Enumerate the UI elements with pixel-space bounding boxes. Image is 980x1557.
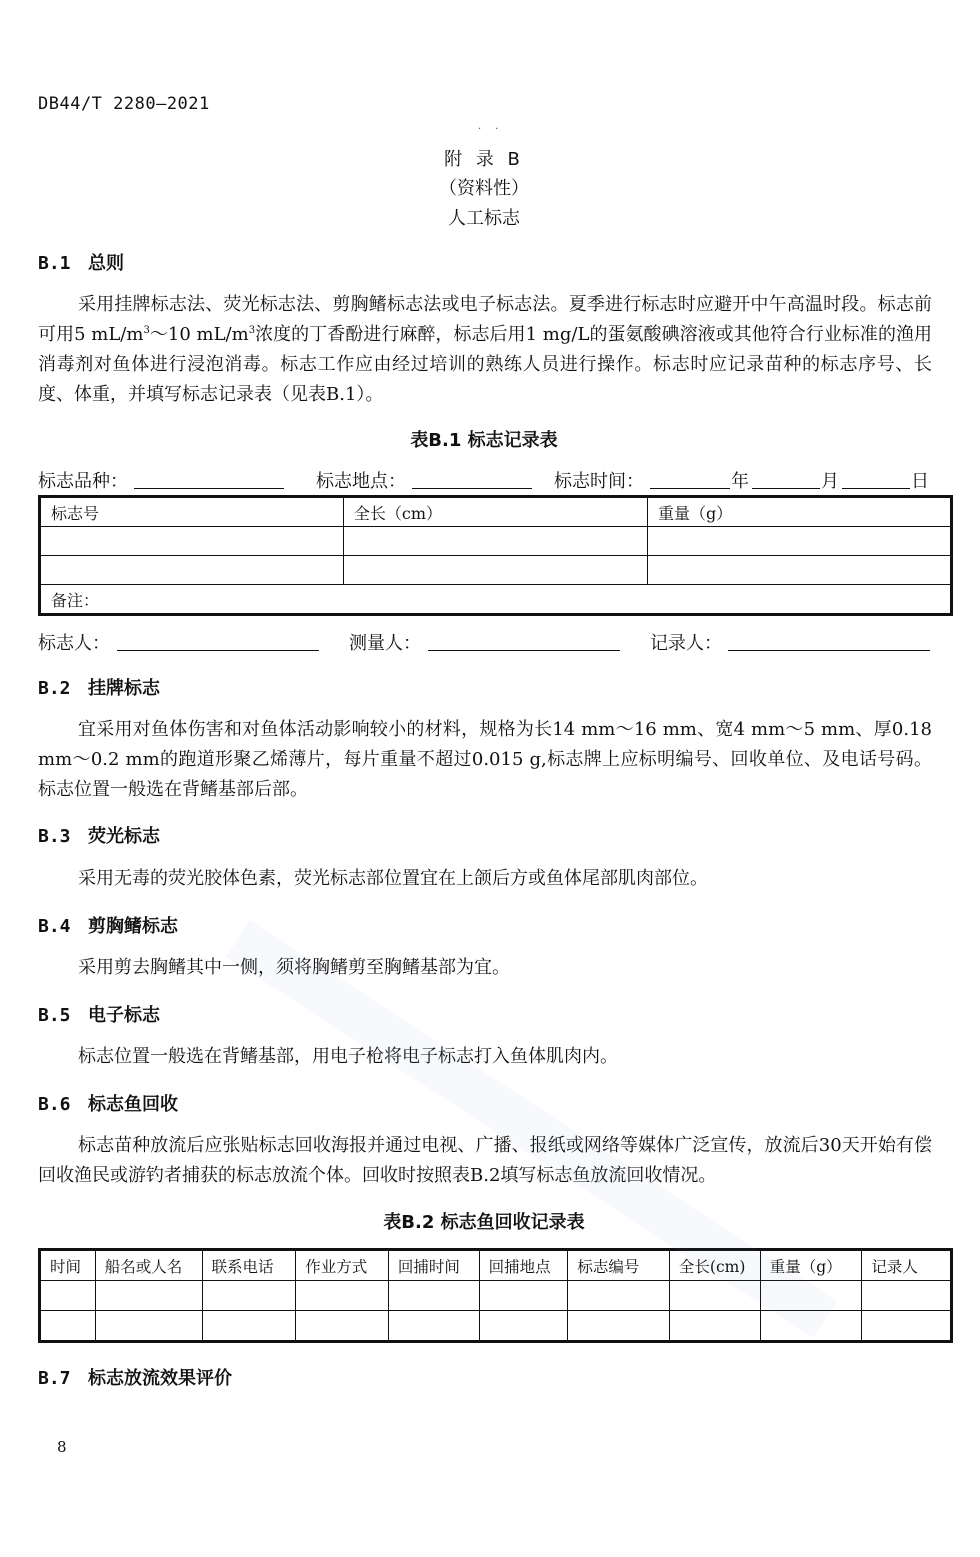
column-header: 记录人: [862, 1250, 952, 1281]
field-label-year: 年: [731, 471, 749, 492]
table-cell[interactable]: [40, 1311, 96, 1342]
table-header-row: [40, 1250, 952, 1281]
field-blank-day[interactable]: [842, 467, 910, 489]
signature-label-recorder: 记录人：: [650, 633, 722, 654]
section-title: 标志鱼回收: [88, 1094, 178, 1115]
section-number: B.3: [38, 826, 71, 847]
section-b6-text: [38, 1131, 932, 1191]
section-b1-text: [38, 290, 932, 410]
table-cell[interactable]: [343, 527, 647, 556]
table-cell[interactable]: [296, 1311, 389, 1342]
section-heading-b5: [38, 1001, 160, 1027]
table-cell[interactable]: [669, 1311, 760, 1342]
table-cell[interactable]: [479, 1311, 568, 1342]
table-cell[interactable]: [647, 527, 951, 556]
paragraph: 标志位置一般选在背鳍基部，用电子枪将电子标志打入鱼体肌肉内。: [78, 1046, 618, 1067]
note-cell[interactable]: 备注：: [40, 585, 952, 615]
section-b5-text: [38, 1042, 932, 1072]
b1-text-part: ～10 mL/m: [149, 324, 249, 345]
section-title: 电子标志: [88, 1005, 160, 1026]
standard-code: DB44/T 2280—2021: [38, 94, 210, 114]
field-label-time: 标志时间：: [554, 471, 644, 492]
section-heading-b7: [38, 1364, 232, 1390]
signature-blank-marker[interactable]: [117, 629, 319, 651]
table-b1: [38, 495, 953, 616]
table-cell[interactable]: [95, 1311, 202, 1342]
table-cell[interactable]: [202, 1311, 296, 1342]
section-number: B.5: [38, 1005, 71, 1026]
table-header-row: [40, 497, 952, 527]
table-b1-signatures: [38, 629, 932, 655]
section-heading-b6: [38, 1090, 178, 1116]
field-label-month: 月: [821, 471, 839, 492]
column-header: 标志号: [40, 497, 344, 527]
table-cell[interactable]: [40, 1281, 96, 1311]
section-title: 挂牌标志: [88, 678, 160, 699]
column-header: 时间: [40, 1250, 96, 1281]
section-heading-b1: [38, 249, 124, 275]
column-header: 回捕地点: [479, 1250, 568, 1281]
table-cell[interactable]: [388, 1311, 479, 1342]
table-cell[interactable]: [343, 556, 647, 585]
column-header: 重量（g）: [760, 1250, 862, 1281]
column-header: 作业方式: [296, 1250, 389, 1281]
table-cell[interactable]: [568, 1281, 670, 1311]
section-b2-text: [38, 715, 932, 805]
table-cell[interactable]: [95, 1281, 202, 1311]
paragraph: 采用剪去胸鳍其中一侧，须将胸鳍剪至胸鳍基部为宜。: [78, 957, 510, 978]
column-header: 联系电话: [202, 1250, 296, 1281]
field-blank-location[interactable]: [412, 467, 532, 489]
table-b2-caption: 表B.2 标志鱼回收记录表: [383, 1212, 585, 1233]
column-header: 全长（cm）: [343, 497, 647, 527]
field-label-variety: 标志品种：: [38, 471, 128, 492]
field-label-day: 日: [911, 471, 929, 492]
section-title: 总则: [88, 253, 124, 274]
section-title: 剪胸鳍标志: [88, 916, 178, 937]
section-number: B.1: [38, 253, 71, 274]
column-header: 回捕时间: [388, 1250, 479, 1281]
section-number: B.7: [38, 1368, 71, 1389]
table-cell[interactable]: [479, 1281, 568, 1311]
table-cell[interactable]: [202, 1281, 296, 1311]
section-title: 荧光标志: [88, 826, 160, 847]
signature-label-marker: 标志人：: [38, 633, 110, 654]
paragraph: 宜采用对鱼体伤害和对鱼体活动影响较小的材料，规格为长14 mm～16 mm、宽4 mm～5 mm、厚0.18 mm～0.2 mm的跑道形聚乙烯薄片，每片重量不超过0.015 g,标志牌上应标明编号、回收单位、及电话号码。标志位置一般选在背鳍基部后部。: [38, 719, 932, 800]
appendix-title: 附 录 B: [444, 149, 524, 170]
field-label-location: 标志地点：: [316, 471, 406, 492]
table-row: [40, 527, 952, 556]
decorative-dots: ··: [478, 124, 513, 135]
table-cell[interactable]: [862, 1281, 952, 1311]
page-number: 8: [57, 1438, 67, 1456]
table-b1-fields: [38, 467, 932, 493]
section-heading-b4: [38, 912, 178, 938]
table-row: [40, 556, 952, 585]
paragraph: 采用无毒的荧光胶体色素，荧光标志部位置宜在上颌后方或鱼体尾部肌肉部位。: [78, 868, 708, 889]
section-number: B.2: [38, 678, 71, 699]
signature-blank-measurer[interactable]: [428, 629, 620, 651]
section-title: 标志放流效果评价: [88, 1368, 232, 1389]
column-header: 全长(cm): [669, 1250, 760, 1281]
paragraph: 标志苗种放流后应张贴标志回收海报并通过电视、广播、报纸或网络等媒体广泛宣传，放流后30天开始有偿回收渔民或游钓者捕获的标志放流个体。回收时按照表B.2填写标志鱼放流回收情况。: [38, 1135, 932, 1186]
superscript: 3: [143, 325, 150, 336]
appendix-type: （资料性）: [439, 178, 529, 199]
table-note-row: [40, 585, 952, 615]
section-heading-b2: [38, 674, 160, 700]
section-number: B.4: [38, 916, 71, 937]
column-header: 标志编号: [568, 1250, 670, 1281]
section-number: B.6: [38, 1094, 71, 1115]
section-heading-b3: [38, 822, 160, 848]
section-b3-text: [38, 864, 932, 894]
table-b1-caption: 表B.1 标志记录表: [410, 430, 558, 451]
table-cell[interactable]: [40, 527, 344, 556]
table-cell[interactable]: [40, 556, 344, 585]
table-cell[interactable]: [862, 1311, 952, 1342]
table-cell[interactable]: [388, 1281, 479, 1311]
table-cell[interactable]: [296, 1281, 389, 1311]
section-b4-text: [38, 953, 932, 983]
field-blank-variety[interactable]: [134, 467, 284, 489]
appendix-name: 人工标志: [448, 208, 520, 229]
superscript: 3: [248, 325, 256, 336]
table-cell[interactable]: [568, 1311, 670, 1342]
field-blank-month[interactable]: [752, 467, 820, 489]
b1-text-part: 浓度的丁香酚进行麻醉，标志后用1 mg/L的蛋氨酸碘溶液或其他符合行业标准的渔用消毒剂对鱼体进行浸泡消毒。标志工作应由经过培训的熟练人员进行操作。标志时应记录苗种的标志序号、长度、体重，并填写标志记录表（见表B.1）。: [38, 324, 933, 405]
signature-blank-recorder[interactable]: [728, 629, 930, 651]
b1-text-part: 采用挂牌标志法、荧光标志法、剪胸鳍标志法或电子标志法。夏季进行标志时应避开中午高温时段。标志前可用5 mL/m: [38, 294, 932, 345]
column-header: 船名或人名: [95, 1250, 202, 1281]
field-blank-year[interactable]: [650, 467, 730, 489]
signature-label-measurer: 测量人：: [349, 633, 421, 654]
table-cell[interactable]: [647, 556, 951, 585]
column-header: 重量（g）: [647, 497, 951, 527]
